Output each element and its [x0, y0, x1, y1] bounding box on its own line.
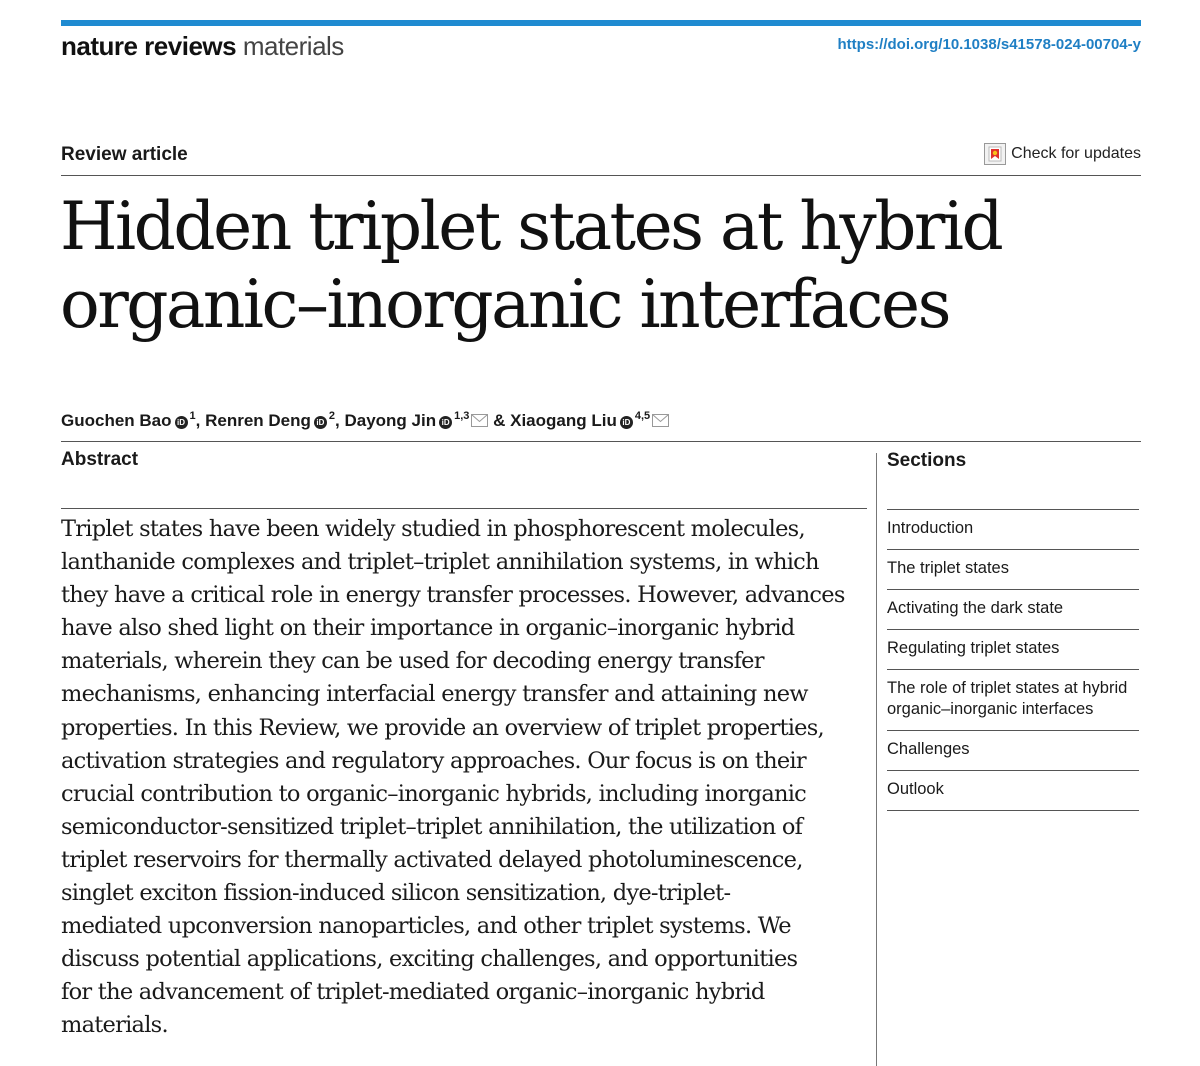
section-link-challenges[interactable]: Challenges [887, 731, 1139, 771]
journal-name-light: materials [242, 31, 344, 61]
journal-name-bold: nature reviews [61, 31, 237, 61]
section-link-regulating-triplet-states[interactable]: Regulating triplet states [887, 630, 1139, 670]
check-for-updates-icon [984, 143, 1006, 165]
abstract-body [61, 513, 867, 1043]
abstract-line: Triplet states have been widely studied in phosphorescent molecules, [61, 516, 805, 542]
section-link-introduction[interactable]: Introduction [887, 510, 1139, 550]
mail-icon[interactable] [652, 412, 669, 432]
abstract-heading: Abstract [61, 449, 139, 470]
article-type-label: Review article [61, 144, 188, 165]
header-divider [61, 175, 1141, 176]
author-affiliation: 1 [189, 410, 196, 422]
abstract-line: materials. [61, 1012, 168, 1039]
orcid-icon[interactable]: iD [620, 416, 633, 429]
abstract-line: crucial contribution to organic–inorganic hybrids, including inorganic [61, 780, 807, 807]
title-line: Hidden triplet states at hybrid [60, 188, 1002, 265]
doi-link[interactable]: https://doi.org/10.1038/s41578-024-00704-y [837, 36, 1141, 53]
sections-heading: Sections [887, 450, 967, 471]
section-link-outlook[interactable]: Outlook [887, 771, 1139, 811]
sections-nav [887, 509, 1139, 811]
abstract-line: semiconductor-sensitized triplet–triplet annihilation, the utilization of [61, 813, 803, 840]
orcid-icon[interactable]: iD [314, 416, 327, 429]
check-for-updates-button[interactable] [984, 143, 1141, 165]
orcid-icon[interactable]: iD [175, 416, 188, 429]
abstract-line: singlet exciton fission-induced silicon sensitization, dye-triplet- [61, 880, 731, 907]
abstract-line: materials, wherein they can be used for decoding energy transfer [61, 648, 764, 675]
author-name[interactable]: Renren Deng [205, 411, 311, 430]
abstract-line: mechanisms, enhancing interfacial energy transfer and attaining new [61, 681, 808, 708]
author-affiliation: 4,5 [634, 410, 651, 422]
author-separator: , [195, 411, 206, 430]
abstract-line: they have a critical role in energy transfer processes. However, advances [61, 582, 845, 609]
journal-logo[interactable] [61, 30, 344, 62]
author-separator: , [335, 411, 345, 430]
abstract-line: mediated upconversion nanoparticles, and other triplet systems. We [61, 913, 791, 940]
column-divider [876, 453, 877, 1066]
author-list [61, 410, 669, 432]
abstract-line: properties. In this Review, we provide an overview of triplet properties, [61, 714, 824, 741]
author-affiliation: 2 [328, 410, 336, 422]
author-affiliation: 1,3 [454, 410, 470, 422]
journal-brand-bar [61, 20, 1141, 26]
section-link-activating-dark-state[interactable]: Activating the dark state [887, 590, 1139, 630]
abstract-line: triplet reservoirs for thermally activated delayed photoluminescence, [61, 846, 803, 873]
title-line: organic–inorganic interfaces [60, 266, 949, 343]
author-name[interactable]: Guochen Bao [61, 411, 172, 430]
author-name[interactable]: Xiaogang Liu [510, 411, 617, 430]
abstract-line: lanthanide complexes and triplet–triplet annihilation systems, in which [61, 549, 819, 576]
section-link-triplet-states[interactable]: The triplet states [887, 550, 1139, 590]
author-separator: & [488, 411, 511, 430]
authors-divider [61, 441, 1141, 442]
section-link-role-of-triplet-states[interactable]: The role of triplet states at hybrid organic–inorganic interfaces [887, 670, 1139, 731]
author-name[interactable]: Dayong Jin [344, 411, 437, 430]
orcid-icon[interactable]: iD [439, 416, 452, 429]
abstract-line: activation strategies and regulatory approaches. Our focus is on their [61, 747, 806, 774]
abstract-divider [61, 508, 867, 509]
abstract-line: have also shed light on their importance in organic–inorganic hybrid [61, 615, 795, 642]
mail-icon[interactable] [471, 412, 488, 432]
article-title [60, 188, 1140, 344]
abstract-line: discuss potential applications, exciting challenges, and opportunities [61, 946, 798, 973]
abstract-line: for the advancement of triplet-mediated organic–inorganic hybrid [61, 979, 765, 1006]
check-for-updates-label: Check for updates [1011, 145, 1141, 162]
